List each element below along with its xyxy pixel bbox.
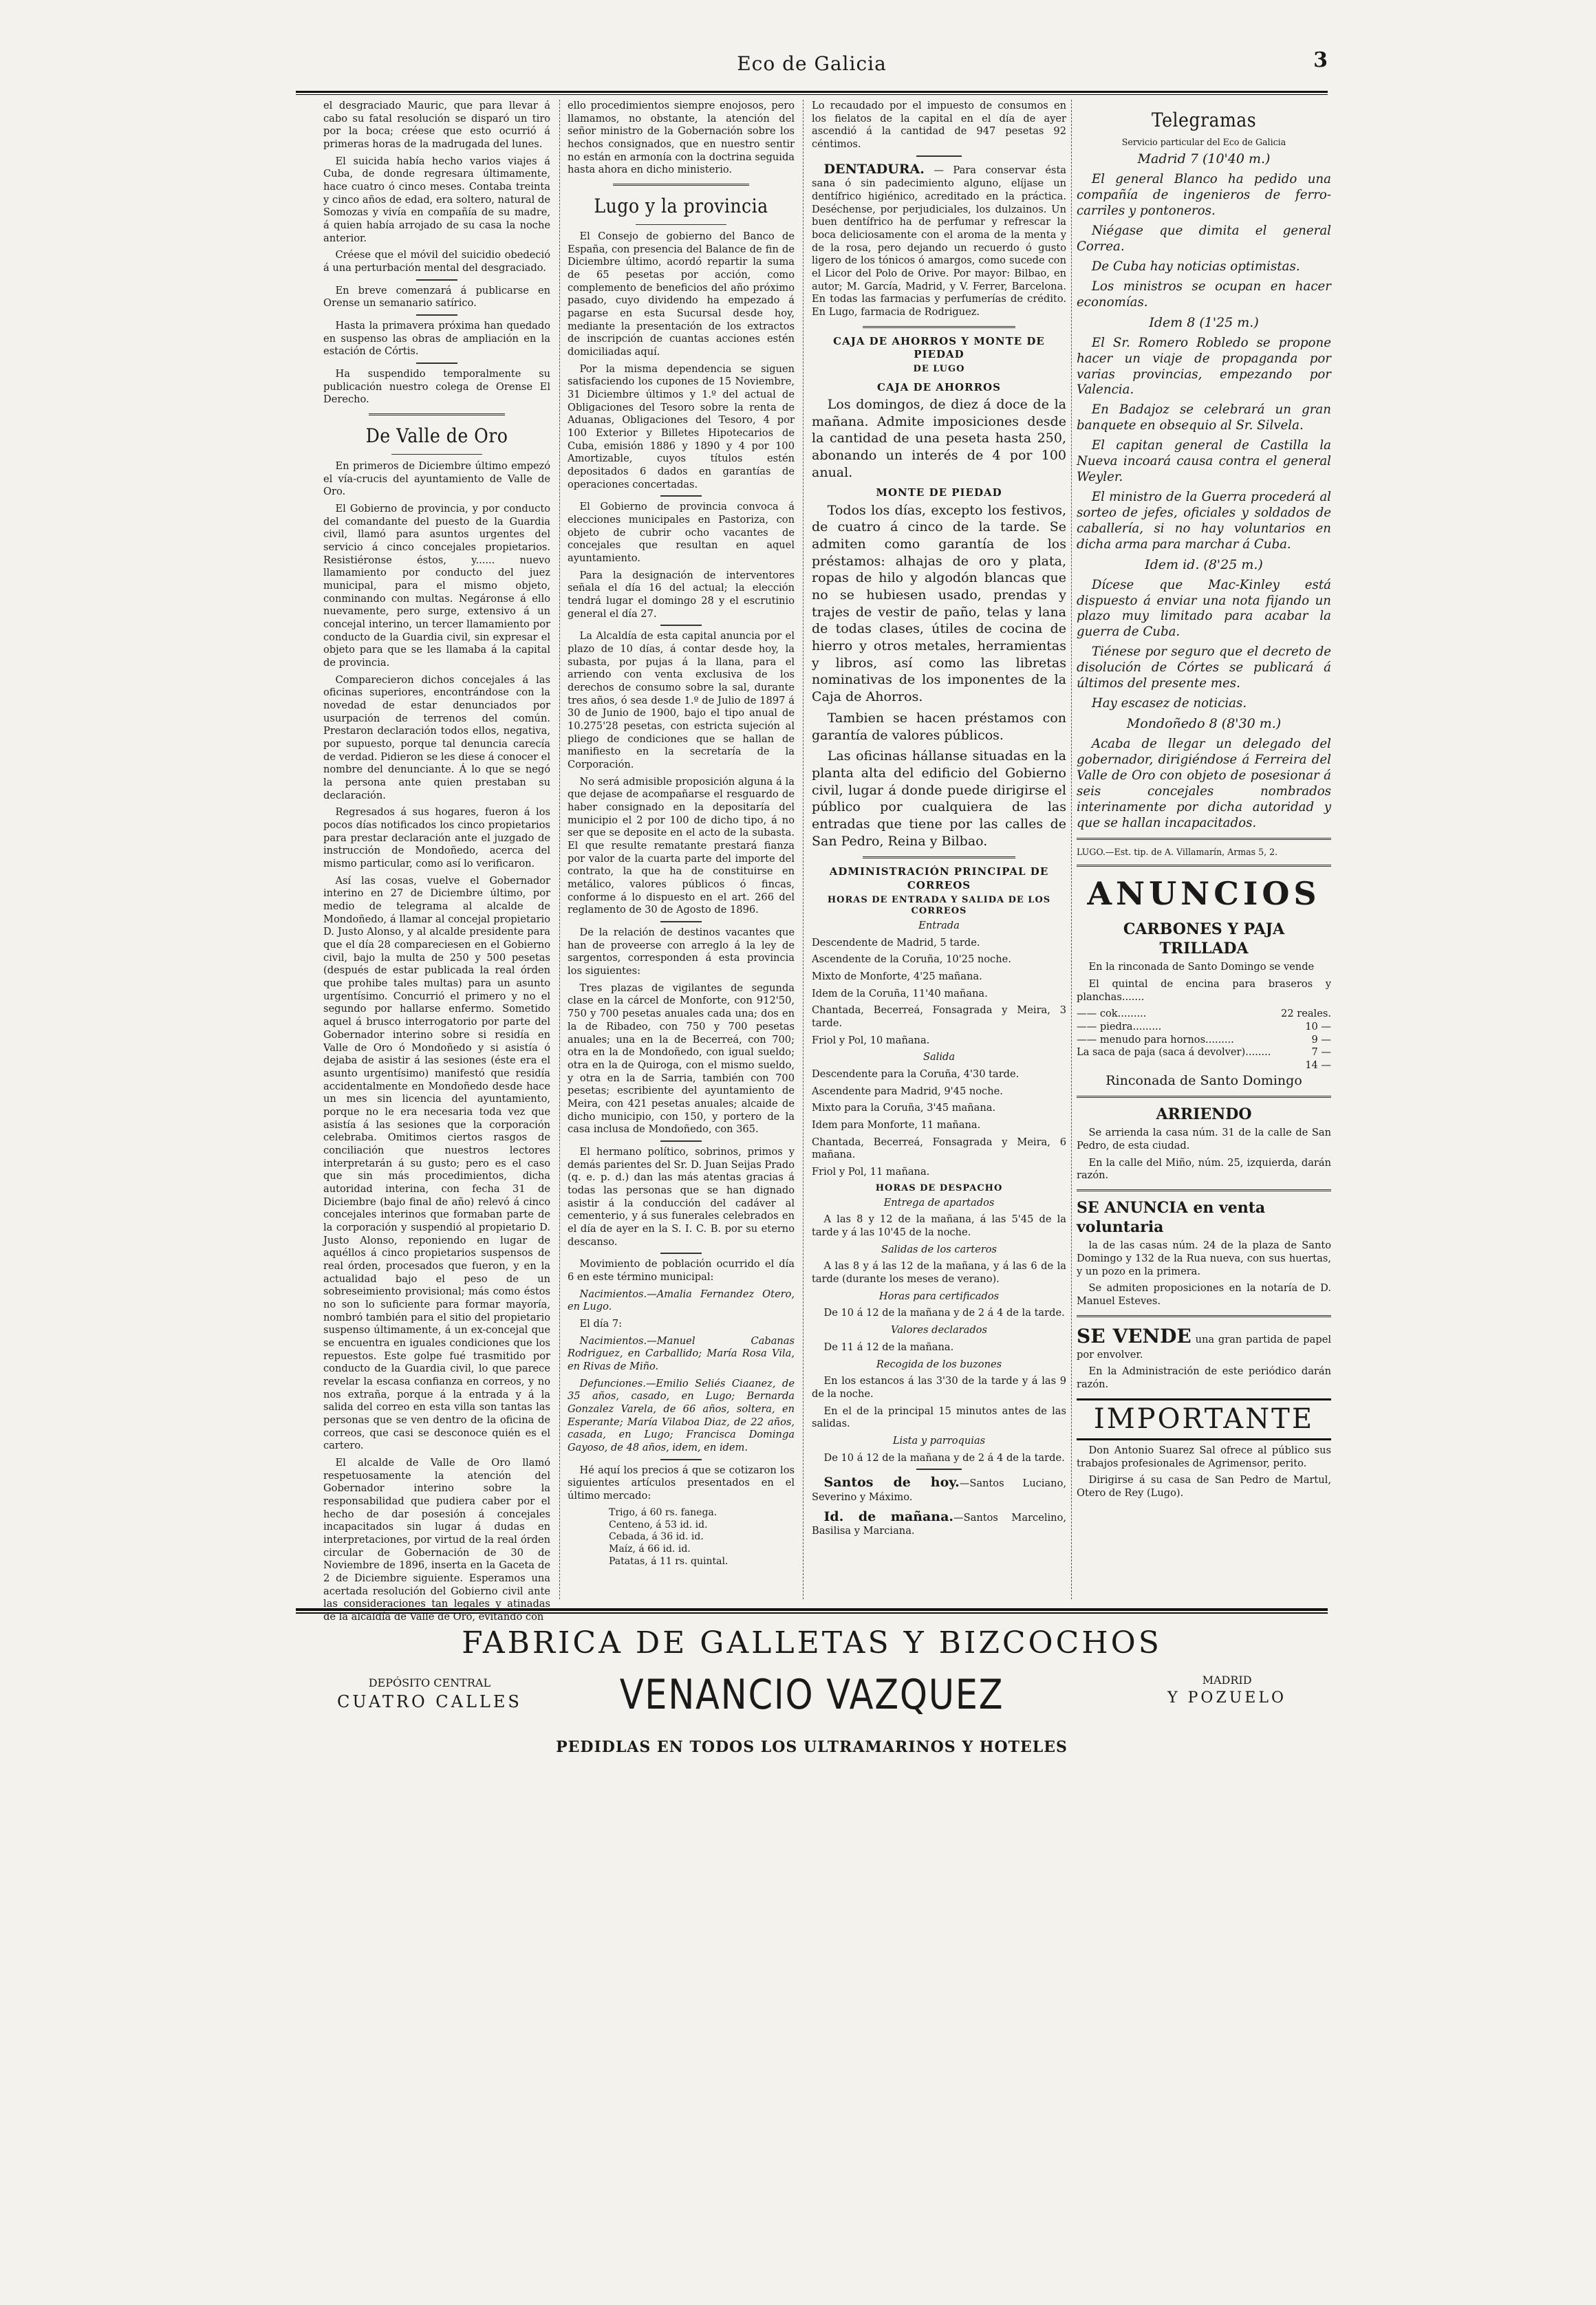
article-paragraph: En primeros de Diciembre último empezó el vía-crucis del ayuntamiento de Valle de Oro. <box>323 459 550 498</box>
city-label: MADRID <box>1202 1674 1252 1687</box>
article-paragraph: El suicida había hecho varios viajes á Cuba, de donde regresara últimamente, hace cuatro ó cinco meses. Contaba treinta y cinco años de edad, era soltero, natural de Somozas y vivía en compañía de su madre, á quien había arrojado de su casa la noche anterior. <box>323 155 550 244</box>
schedule-item: A las 8 y á las 12 de la mañana, y á las 6 de la tarde (durante los meses de verano). <box>812 1260 1066 1286</box>
city-label-2: Y POZUELO <box>1167 1689 1286 1707</box>
telegram-text: Dícese que Mac-Kinley está dispuesto á enviar una nota fijando un plazo muy limitado para acabar la guerra de Cuba. <box>1077 577 1331 640</box>
divider <box>660 1140 701 1142</box>
schedule-item: Idem de la Coruña, 11'40 mañana. <box>812 987 988 999</box>
article-paragraph: Hé aquí los precios á que se cotizaron los siguientes artículos presentados en el último mercado: <box>568 1464 795 1502</box>
monte-text: Las oficinas hállanse situadas en la planta alta del edificio del Gobierno civil, lugar á donde puede dirigirse el público por cualquiera de las entradas que tiene por las calles de San Pedro, Reina y Bilbao. <box>812 748 1066 849</box>
subheading: Recogida de los buzones <box>876 1358 1002 1370</box>
price-row <box>1077 1021 1331 1034</box>
schedule-item: A las 8 y 12 de la mañana, á las 5'45 de la tarde y á las 10'45 de la noche. <box>812 1213 1066 1239</box>
schedule-item: Mixto de Monforte, 4'25 mañana. <box>812 970 982 982</box>
divider <box>916 155 962 157</box>
telegram-time: Idem id. (8'25 m.) <box>1145 556 1263 572</box>
vende-heading: SE VENDE <box>1077 1324 1191 1348</box>
price-value: 10 — <box>1305 1020 1331 1032</box>
monte-text: Tambien se hacen préstamos con garantía de valores públicos. <box>812 710 1066 743</box>
column-2 <box>568 100 795 1599</box>
price-item: Cebada, á 36 id. id. <box>609 1531 704 1543</box>
ad-company-name: VENANCIO VAZQUEZ <box>619 1671 1004 1719</box>
article-paragraph: Nacimientos.—Manuel Cabanas Rodriguez, en Carballido; María Rosa Vila, en Rivas de Miño. <box>568 1334 795 1372</box>
correos-subheading: HORAS DE ENTRADA Y SALIDA DE LOS CORREOS <box>827 894 1051 916</box>
article-paragraph: El alcalde de Valle de Oro llamó respetuosamente la atención del Gobernador interino sobre la responsabilidad que pudiera caber por el hecho de dar posesión á concejales incapacitados sin lugar á dudas en interpretaciones, por virtud de la real órden circular de Gobernación de 30 de Noviembre de 1896, inserta en la Gaceta de 2 de Diciembre siguiente. Esperamos una acertada resolución del Gobierno civil ante las consideraciones tan legales y atinadas de la alcaldía de Valle de Oro, evitando con <box>323 1457 550 1623</box>
price-row <box>1077 1046 1331 1059</box>
telegram-text: Los ministros se ocupan en hacer economías. <box>1077 279 1331 310</box>
santos-heading: Id. de mañana. <box>823 1508 954 1524</box>
ad-text: En la Administración de este periódico darán razón. <box>1077 1365 1331 1390</box>
divider <box>1077 1096 1331 1098</box>
article-paragraph: La Alcaldía de esta capital anuncia por el plazo de 10 días, á contar desde hoy, la subasta, por pujas á la llana, para el arriendo con venta exclusiva de los derechos de consumo sobre la sal, durante tres años, ó sea desde 1.º de Julio de 1897 á 30 de Junio de 1900, bajo el tipo anual de 10.275'28 pesetas, con estricta sujeción al pliego de condiciones que se hallan de manifiesto en la secretaría de la Corporación. <box>568 630 795 771</box>
dentadura-heading: DENTADURA. <box>823 161 925 177</box>
telegram-text: Acaba de llegar un delegado del gobernador, dirigiéndose á Ferreira del Valle de Oro con objeto de posesionar á seis concejales nombrados interinamente por dicha autoridad y que se hallan incapacitados. <box>1077 736 1331 830</box>
masthead-title: Eco de Galicia <box>737 52 887 75</box>
divider <box>1077 865 1331 867</box>
dentadura-ad <box>812 161 1066 319</box>
schedule-item: Friol y Pol, 10 mañana. <box>812 1034 930 1046</box>
telegram-text: En Badajoz se celebrará un gran banquete en obsequio al Sr. Silvela. <box>1077 402 1331 433</box>
telegram-text: El general Blanco ha pedido una compañía de ingenieros de ferro-carriles y pontoneros. <box>1077 172 1331 219</box>
telegram-time: Mondoñedo 8 (8'30 m.) <box>1126 715 1282 731</box>
article-paragraph: Comparecieron dichos concejales á las oficinas superiores, encontrándose con la novedad de estar denunciados por usurpación de terrenos del común. Prestaron declaración todos ellos, negativa, por supuesto, porque tal denuncia carecía de verdad. Pidieron se les diese á conocer el nombre del denunciante. Á lo que se negó la persona ante quien prestaban su declaración. <box>323 673 550 801</box>
divider <box>369 413 505 415</box>
schedule-item: De 10 á 12 de la mañana y de 2 á 4 de la tarde. <box>823 1307 1065 1319</box>
schedule-item: De 11 á 12 de la mañana. <box>823 1341 954 1353</box>
column-rule <box>803 100 804 1599</box>
ad-text: En la rinconada de Santo Domingo se vende <box>1088 961 1315 973</box>
schedule-item: Chantada, Becerreá, Fonsagrada y Meira, 6 mañana. <box>812 1136 1066 1161</box>
divider <box>1077 1315 1331 1317</box>
ad-text: Dirigirse á su casa de San Pedro de Martul, Otero de Rey (Lugo). <box>1077 1474 1331 1499</box>
telegramas-subheading: Servicio particular del Eco de Galicia <box>1121 136 1286 147</box>
deposito-address: CUATRO CALLES <box>337 1692 522 1711</box>
subheading: Entrega de apartados <box>883 1196 995 1209</box>
page-number: 3 <box>1313 48 1328 72</box>
divider <box>660 921 701 922</box>
article-paragraph: ello procedimientos siempre enojosos, pero llamamos, no obstante, la atención del señor ministro de la Gobernación sobre los hechos consignados, que en nuestro sentir no están en armonía con la doctrina seguida hasta ahora en dicho ministerio. <box>568 100 795 176</box>
price-row <box>1077 1059 1331 1072</box>
price-row <box>1077 1034 1331 1047</box>
rinconada-line: Rinconada de Santo Domingo <box>1106 1072 1302 1088</box>
divider <box>636 224 726 225</box>
ad-tagline: PEDIDLAS EN TODOS LOS ULTRAMARINOS Y HOTELES <box>556 1738 1068 1756</box>
divider <box>416 279 457 281</box>
article-paragraph: El día 7: <box>579 1317 623 1330</box>
price-item: Patatas, á 11 rs. quintal. <box>609 1556 729 1568</box>
price-value: 7 — <box>1311 1046 1331 1059</box>
article-paragraph: No será admisible proposición alguna á la que dejase de acompañarse el resguardo de haber consignado en la depositaría del municipio el 2 por 100 de dicho tipo, á no ser que se deposite en el acto de la subasta. El que resulte rematante prestará fianza por valor de la cuarta parte del importe del contrato, la que ha de constituirse en metálico, valores públicos ó fincas, conforme á lo dispuesto en el art. 266 del reglamento de 30 de Agosto de 1896. <box>568 775 795 916</box>
venta-heading: SE ANUNCIA en venta voluntaria <box>1077 1199 1266 1237</box>
ad-text: Se admiten proposiciones en la notaría de D. Manuel Esteves. <box>1077 1282 1331 1308</box>
divider <box>863 326 1015 328</box>
price-value: 14 — <box>1305 1059 1331 1071</box>
article-paragraph: El Gobierno de provincia, y por conducto del comandante del puesto de la Guardia civil, llamó para asuntos urgentes del servicio á cinco concejales propietarios. Resistiéronse éstos, y...... nuevo llamamiento por conducto del juez municipal, para el mismo objeto, conminando con multas. Negáronse á ello nuevamente, pero surge, extensivo á un concejal interino, un tercer llamamiento por conducto de la Guardia civil, sin expresar el objeto para que se les llamaba á la capital de provincia. <box>323 502 550 669</box>
ad-text: Se arrienda la casa núm. 31 de la calle de San Pedro, de esta ciudad. <box>1077 1127 1331 1152</box>
telegram-text: El ministro de la Guerra procederá al sorteo de jefes, oficiales y soldados de caballería, si no hay voluntarios en dicha arma para marchar á Cuba. <box>1077 489 1331 552</box>
salida-heading: Salida <box>923 1051 956 1063</box>
article-paragraph: Regresados á sus hogares, fueron á los pocos días notificados los cinco propietarios para prestar declaración ante el juzgado de instrucción de Mondoñedo, acerca del mismo particular, como así lo verificaron. <box>323 806 550 870</box>
ad-title: FABRICA DE GALLETAS Y BIZCOCHOS <box>462 1625 1162 1660</box>
telegram-text: Tiénese por seguro que el decreto de disolución de Córtes se publicará á últimos del presente mes. <box>1077 645 1331 691</box>
article-paragraph: El hermano político, sobrinos, primos y demás parientes del Sr. D. Juan Seijas Prado (q. e. p. d.) dan las más atentas gracias á todas las personas que se han dignado asistir á la conducción del cadáver al cementerio, y á sus funerales celebrados en el día de ayer en la S. I. C. B. por su eterno descanso. <box>568 1145 795 1248</box>
anuncios-heading: ANUNCIOS <box>1087 875 1321 913</box>
santos-text: —Santos Marcelino, Basilisa y Marciana. <box>812 1511 1067 1537</box>
telegram-time: Madrid 7 (10'40 m.) <box>1137 151 1271 167</box>
price-item: Trigo, á 60 rs. fanega. <box>609 1506 718 1518</box>
market-prices <box>609 1507 795 1569</box>
ad-text: El quintal de encina para braseros y planchas....... <box>1077 977 1331 1003</box>
schedule-item: En los estancos á las 3'30 de la tarde y á las 9 de la noche. <box>812 1375 1066 1400</box>
subheading: Lista y parroquias <box>892 1434 986 1447</box>
article-paragraph: El Gobierno de provincia convoca á elecciones municipales en Pastoriza, con objeto de cubrir ocho vacantes de concejales que resultan en aquel ayuntamiento. <box>568 501 795 564</box>
ad-text: En la calle del Miño, núm. 25, izquierda, darán razón. <box>1077 1156 1331 1182</box>
caja-ahorros-heading: CAJA DE AHORROS <box>877 380 1001 393</box>
section-heading-lugo: Lugo y la provincia <box>594 195 768 218</box>
telegram-text: De Cuba hay noticias optimistas. <box>1091 259 1300 274</box>
price-label: La saca de paja (saca á devolver)........ <box>1077 1046 1271 1059</box>
masthead-rule <box>296 91 1328 95</box>
price-label: —— cok......... <box>1077 1008 1147 1020</box>
section-heading-valle-de-oro: De Valle de Oro <box>365 424 508 448</box>
price-label: —— piedra......... <box>1077 1020 1162 1032</box>
schedule-item: Descendente de Madrid, 5 tarde. <box>812 936 980 949</box>
column-3 <box>812 100 1066 1599</box>
telegrams <box>1077 151 1331 831</box>
vende-ad <box>1077 1324 1331 1362</box>
masthead <box>296 48 1328 89</box>
price-value: 9 — <box>1311 1033 1331 1046</box>
ad-text: Don Antonio Suarez Sal ofrece al público sus trabajos profesionales de Agrimensor, perito. <box>1077 1444 1331 1469</box>
price-item: Maíz, á 66 id. id. <box>609 1544 691 1555</box>
schedule-item: Idem para Monforte, 11 mañana. <box>812 1118 981 1131</box>
telegram-text: Niégase que dimita el general Correa. <box>1077 224 1331 255</box>
divider <box>916 1469 962 1470</box>
divider <box>660 1459 701 1460</box>
article-paragraph: Defunciones.—Emilio Seliés Ciaanez, de 35 años, casado, en Lugo; Bernarda Gonzalez Varela, de 66 años, soltera, en Esperante; María Vilaboa Diaz, de 22 años, casada, en Lugo; Francisca Dominga Gayoso, de 48 años, idem, en idem. <box>568 1377 795 1453</box>
article-paragraph: el desgraciado Mauric, que para llevar á cabo su fatal resolución se disparó un tiro por la boca; créese que esto ocurrió á primeras horas de la madrugada del lunes. <box>323 100 550 151</box>
article-paragraph: Así las cosas, vuelve el Gobernador interino en 27 de Diciembre último, por medio de telegrama al alcalde de Mondoñedo, á llamar al concejal propietario D. Justo Alonso, y al alcalde presidente para que el día 28 compareciesen en el Gobierno civil, bajo la multa de 250 y 500 pesetas (después de estar publicada la real órden que prohibe tales multas) para un asunto urgentísimo. Concurrió el primero y no el segundo por hallarse enfermo. Sometido aquel á brusco interrogatorio por parte del Gobernador interino sobre si residía en Valle de Oro ó Mondoñedo y si asistía ó dejaba de asistir á las sesiones (éste era el asunto urgentísimo) manifestó que residía accidentalmente en Mondoñedo desde hace un mes sin licencia del ayuntamiento, porque no le era necesaria toda vez que asistía á las sesiones que la corporación celebraba. Omitimos ciertos rasgos de conciliación que nuestros lectores interpretarán á su gusto; pero es el caso que sin más procedimientos, dicha autoridad interina, con fecha 31 de Diciembre (bajo final de año) relevó á cinco concejales interinos que formaban parte de la corporación y suspendió al propietario D. Justo Alonso, reponiendo en lugar de aquéllos á cinco propietarios suspensos de real órden, procesados que fueron, y en la actualidad bajo el peso de un sobreseimiento provisional; más como éstos no son lo suficiente para formar mayoría, nombró también para el sitio del propietario suspenso últimamente, á un ex-concejal que se encuentra en iguales condiciones que los repuestos. Este golpe fué trasmitido por conducto de la Guardia civil, lo que parece revelar la escasa confianza en correos, y no nos extraña, porque á la entrada y á la salida del correo en esta villa son tantas las personas que se ven dentro de la oficina de correos, que casi se desconoce quién es el cartero. <box>323 874 550 1452</box>
ad-text: la de las casas núm. 24 de la plaza de Santo Domingo y 132 de la Rua nueva, con sus huertas, y un pozo en la primera. <box>1077 1240 1331 1277</box>
column-4 <box>1077 100 1331 1599</box>
subheading: Horas para certificados <box>878 1290 1000 1302</box>
caja-subheading: DE LUGO <box>913 364 965 375</box>
dentadura-text: — Para conservar ésta sana ó sin padecimiento alguno, elíjase un dentífrico higiénico, acreditado en la práctica. Deséchense, por perjudiciales, los dulzainos. Un buen dentífrico ha de perfumar y refrescar la boca deliciosamente con el aroma de la menta y de la rosa, pero dejando un recuerdo ó gusto ligero de los tónicos ó amargos, como sucede con el Licor del Polo de Orive. Por mayor: Bilbao, en autor; M. García, Madrid, y V. Ferrer, Barcelona. En todas las farmacias y perfumerías de crédito. En Lugo, farmacia de Rodriguez. <box>812 164 1067 318</box>
monte-text: Todos los días, excepto los festivos, de cuatro á cinco de la tarde. Se admiten como garantía de los préstamos: alhajas de oro y plata, ropas de hilo y algodón blancas que no se hubiesen usado, prendas y trajes de vestir de paño, telas y lana de todas clases, útiles de cocina de hierro y otros metales, herramientas y libros, así como las libretas nominativas de los imponentes de la Caja de Ahorros. <box>812 502 1066 705</box>
entrada-heading: Entrada <box>918 919 960 931</box>
divider <box>863 856 1015 858</box>
imprenta-line: LUGO.—Est. tip. de A. Villamarín, Armas 5, 2. <box>1077 847 1278 858</box>
schedule-item: Chantada, Becerreá, Fonsagrada y Meira, 3 tarde. <box>812 1004 1066 1029</box>
article-paragraph: Por la misma dependencia se siguen satisfaciendo los cupones de 15 Noviembre, 31 Diciembre últimos y 1.º del actual de Obligaciones del Tesoro sobre la renta de Aduanas, Obligaciones del Tesoro, 4 por 100 Exterior y Billetes Hipotecarios de Cuba, emisión 1886 y 1890 y 4 por 100 Amortizable, cuyos títulos estén depositados 6 dados en garantías de operaciones concertadas. <box>568 362 795 490</box>
divider <box>416 362 457 364</box>
telegram-time: Idem 8 (1'25 m.) <box>1149 314 1259 330</box>
carbones-heading: CARBONES Y PAJA TRILLADA <box>1123 920 1285 958</box>
column-1 <box>323 100 550 1623</box>
ad-text: una gran partida de papel por envolver. <box>1077 1333 1331 1361</box>
schedule-item: Ascendente para Madrid, 9'45 noche. <box>812 1085 1003 1097</box>
santos-item <box>812 1474 1066 1504</box>
ad-right-block <box>1167 1674 1286 1707</box>
caja-heading: CAJA DE AHORROS Y MONTE DE PIEDAD <box>833 334 1045 360</box>
galletas-advertisement <box>296 1620 1328 1756</box>
bottom-rule <box>296 1608 1328 1614</box>
correos-heading: ADMINISTRACIÓN PRINCIPAL DE CORREOS <box>829 865 1049 891</box>
article-paragraph: Lo recaudado por el impuesto de consumos en los fielatos de la capital en el día de ayer ascendió á la cantidad de 947 pesetas 92 céntimos. <box>812 100 1066 151</box>
article-paragraph: Movimiento de población ocurrido el día 6 en este término municipal: <box>568 1258 795 1283</box>
subheading: Valores declarados <box>891 1324 987 1337</box>
divider <box>391 454 482 455</box>
price-label: —— menudo para hornos......... <box>1077 1033 1234 1046</box>
divider <box>1077 1189 1331 1191</box>
divider <box>660 625 701 626</box>
schedule-item: Ascendente de la Coruña, 10'25 noche. <box>812 953 1011 966</box>
column-rule <box>1071 100 1072 1599</box>
article-paragraph: Nacimientos.—Amalia Fernandez Otero, en Lugo. <box>568 1288 795 1313</box>
importante-heading: IMPORTANTE <box>1077 1398 1331 1440</box>
schedule-item: Mixto para la Coruña, 3'45 mañana. <box>812 1102 996 1114</box>
deposito-label: DEPÓSITO CENTRAL <box>368 1676 491 1689</box>
schedule-item: En el de la principal 15 minutos antes de las salidas. <box>812 1405 1066 1430</box>
divider <box>1077 838 1331 840</box>
santos-item <box>812 1508 1066 1538</box>
santos-text: —Santos Luciano, Severino y Máximo. <box>812 1478 1066 1503</box>
article-paragraph: El Consejo de gobierno del Banco de España, con presencia del Balance de fin de Diciembre último, acordó repartir la suma de 65 pesetas por acción, como complemento de beneficios del año próximo pasado, cuyo dividendo ha empezado á pagarse en esta Sucursal desde hoy, mediante la presentación de los extractos de inscripción de cuantas acciones estén domiciliadas aquí. <box>568 230 795 358</box>
price-value: 22 reales. <box>1281 1008 1331 1020</box>
column-rule <box>559 100 560 1599</box>
article-paragraph: En breve comenzará á publicarse en Orense un semanario satírico. <box>323 284 550 310</box>
divider <box>613 184 749 186</box>
telegram-text: Hay escasez de noticias. <box>1091 696 1247 711</box>
santos-heading: Santos de hoy. <box>823 1475 960 1491</box>
article-paragraph: De la relación de destinos vacantes que han de proveerse con arreglo á la ley de sargentos, corresponden á esta provincia los siguientes: <box>568 927 795 977</box>
telegramas-heading: Telegramas <box>1151 109 1257 131</box>
price-item: Centeno, á 53 id. id. <box>609 1519 708 1530</box>
telegram-text: El capitan general de Castilla la Nueva incoará causa contra el general Weyler. <box>1077 438 1331 485</box>
divider <box>660 495 701 497</box>
article-paragraph: Créese que el móvil del suicidio obedeció á una perturbación mental del desgraciado. <box>323 249 550 274</box>
despacho-heading: HORAS DE DESPACHO <box>875 1182 1003 1193</box>
price-row <box>1077 1008 1331 1021</box>
arriendo-heading: ARRIENDO <box>1156 1105 1252 1124</box>
monte-heading: MONTE DE PIEDAD <box>876 486 1002 499</box>
caja-text: Los domingos, de diez á doce de la mañana. Admite imposiciones desde la cantidad de una peseta hasta 250, abonando un interés de 4 por 100 anual. <box>812 396 1066 480</box>
article-paragraph: Para la designación de interventores señala el día 16 del actual; la elección tendrá lugar el domingo 28 y el escrutinio general el día 27. <box>568 569 795 620</box>
schedule-item: Friol y Pol, 11 mañana. <box>812 1166 930 1178</box>
schedule-item: Descendente para la Coruña, 4'30 tarde. <box>812 1068 1020 1080</box>
schedule-item: De 10 á 12 de la mañana y de 2 á 4 de la tarde. <box>823 1451 1065 1464</box>
article-paragraph: Tres plazas de vigilantes de segunda clase en la cárcel de Monforte, con 912'50, 750 y 700 pesetas anuales cada una; dos en la de Ribadeo, con 750 y 700 pesetas anuales; una en la de Becerreá, con 700; otra en la de Mondoñedo, con igual sueldo; otra en la de Quiroga, con el mismo sueldo, y otra en la de Sarria, también con 700 pesetas; escribiente del ayuntamiento de Meira, con 421 pesetas anuales; alcaide de dicho municipio, con 150, y portero de la casa inclusa de Mondoñedo, con 365. <box>568 982 795 1136</box>
article-paragraph: Hasta la primavera próxima han quedado en suspenso las obras de ampliación en la estación de Córtis. <box>323 320 550 358</box>
subheading: Salidas de los carteros <box>881 1243 997 1255</box>
telegram-text: El Sr. Romero Robledo se propone hacer un viaje de propaganda por varias provincias, empezando por Valencia. <box>1077 335 1331 398</box>
divider <box>416 314 457 316</box>
article-paragraph: Ha suspendido temporalmente su publicación nuestro colega de Orense El Derecho. <box>323 368 550 406</box>
divider <box>660 1253 701 1254</box>
